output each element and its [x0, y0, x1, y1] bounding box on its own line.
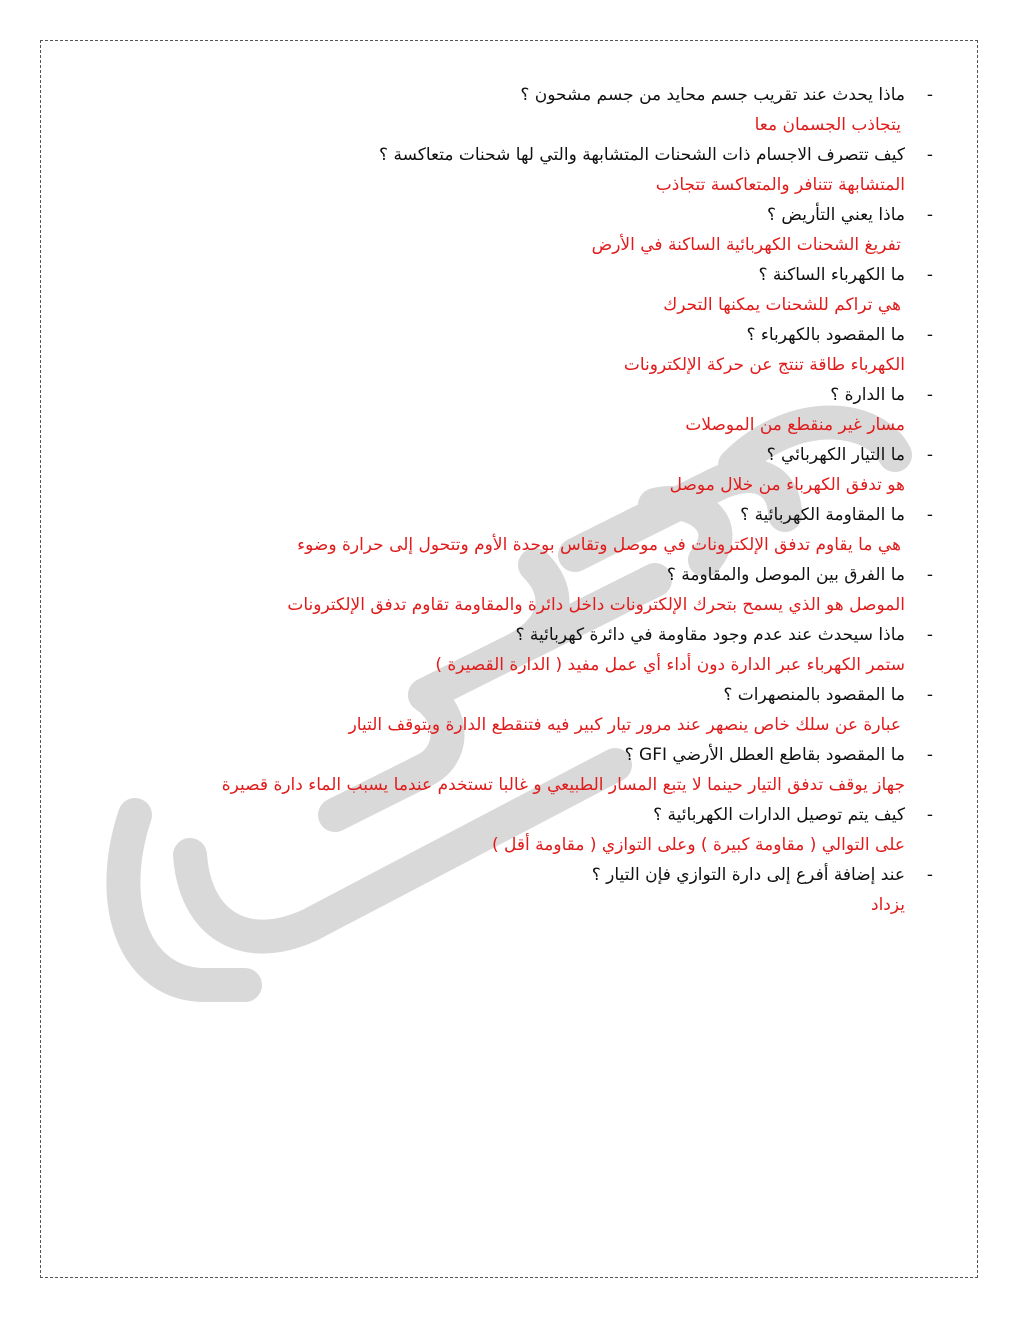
- question-2: [60, 140, 933, 170]
- question-text: ماذا سيحدث عند عدم وجود مقاومة في دائرة كهربائية ؟: [515, 625, 905, 645]
- question-1: [60, 80, 933, 110]
- bullet-dash: -: [926, 685, 933, 705]
- question-14: [60, 860, 933, 890]
- question-text: كيف يتم توصيل الدارات الكهربائية ؟: [653, 805, 905, 825]
- question-11: [60, 680, 933, 710]
- bullet-dash: -: [926, 325, 933, 345]
- question-9: [60, 560, 933, 590]
- bullet-dash: -: [926, 565, 933, 585]
- answer-4: هي تراكم للشحنات يمكنها التحرك: [663, 295, 901, 315]
- bullet-dash: -: [926, 505, 933, 525]
- bullet-dash: -: [926, 445, 933, 465]
- question-4: [60, 260, 933, 290]
- question-text: ما الكهرباء الساكنة ؟: [758, 265, 905, 285]
- question-text: ما المقصود بالكهرباء ؟: [746, 325, 905, 345]
- bullet-dash: -: [926, 385, 933, 405]
- question-12: [60, 740, 933, 770]
- question-10: [60, 620, 933, 650]
- question-text: كيف تتصرف الاجسام ذات الشحنات المتشابهة والتي لها شحنات متعاكسة ؟: [379, 145, 905, 165]
- question-5: [60, 320, 933, 350]
- question-text: ما الفرق بين الموصل والمقاومة ؟: [666, 565, 905, 585]
- question-6: [60, 380, 933, 410]
- answer-13: على التوالي ( مقاومة كبيرة ) وعلى التوازي ( مقاومة أقل ): [492, 835, 905, 855]
- question-text: ما التيار الكهربائي ؟: [766, 445, 905, 465]
- answer-14: يزداد: [871, 895, 905, 915]
- answer-2: المتشابهة تتنافر والمتعاكسة تتجاذب: [655, 175, 905, 195]
- question-text: عند إضافة أفرع إلى دارة التوازي فإن التيار ؟: [591, 865, 905, 885]
- bullet-dash: -: [926, 865, 933, 885]
- answer-8: هي ما يقاوم تدفق الإلكترونات في موصل وتقاس بوحدة الأوم وتتحول إلى حرارة وضوء: [297, 535, 901, 555]
- question-text: ما المقصود بقاطع العطل الأرضي GFI ؟: [624, 745, 905, 765]
- bullet-dash: -: [926, 205, 933, 225]
- bullet-dash: -: [926, 625, 933, 645]
- answer-6: مسار غير منقطع من الموصلات: [685, 415, 905, 435]
- question-text: ما المقاومة الكهربائية ؟: [740, 505, 905, 525]
- answer-5: الكهرباء طاقة تنتج عن حركة الإلكترونات: [623, 355, 905, 375]
- answer-7: هو تدفق الكهرباء من خلال موصل: [669, 475, 905, 495]
- bullet-dash: -: [926, 265, 933, 285]
- answer-12: جهاز يوقف تدفق التيار حينما لا يتبع المسار الطبيعي و غالبا تستخدم عندما يسبب الماء دارة قصيرة: [221, 775, 905, 795]
- question-text: ما المقصود بالمنصهرات ؟: [723, 685, 905, 705]
- question-13: [60, 800, 933, 830]
- bullet-dash: -: [926, 745, 933, 765]
- answer-1: يتجاذب الجسمان معا: [754, 115, 901, 135]
- question-text: ما الدارة ؟: [830, 385, 905, 405]
- question-text: ماذا يحدث عند تقريب جسم محايد من جسم مشحون ؟: [520, 85, 905, 105]
- answer-3: تفريغ الشحنات الكهربائية الساكنة في الأرض: [591, 235, 901, 255]
- question-8: [60, 500, 933, 530]
- question-text: ماذا يعني التأريض ؟: [766, 205, 905, 225]
- bullet-dash: -: [926, 145, 933, 165]
- bullet-dash: -: [926, 805, 933, 825]
- answer-11: عبارة عن سلك خاص ينصهر عند مرور تيار كبير فيه فتنقطع الدارة ويتوقف التيار: [348, 715, 901, 735]
- question-7: [60, 440, 933, 470]
- question-3: [60, 200, 933, 230]
- answer-9: الموصل هو الذي يسمح بتحرك الإلكترونات داخل دائرة والمقاومة تقاوم تدفق الإلكترونات: [287, 595, 905, 615]
- answer-10: ستمر الكهرباء عبر الدارة دون أداء أي عمل مفيد ( الدارة القصيرة ): [435, 655, 905, 675]
- qa-list: [60, 80, 933, 920]
- bullet-dash: -: [926, 85, 933, 105]
